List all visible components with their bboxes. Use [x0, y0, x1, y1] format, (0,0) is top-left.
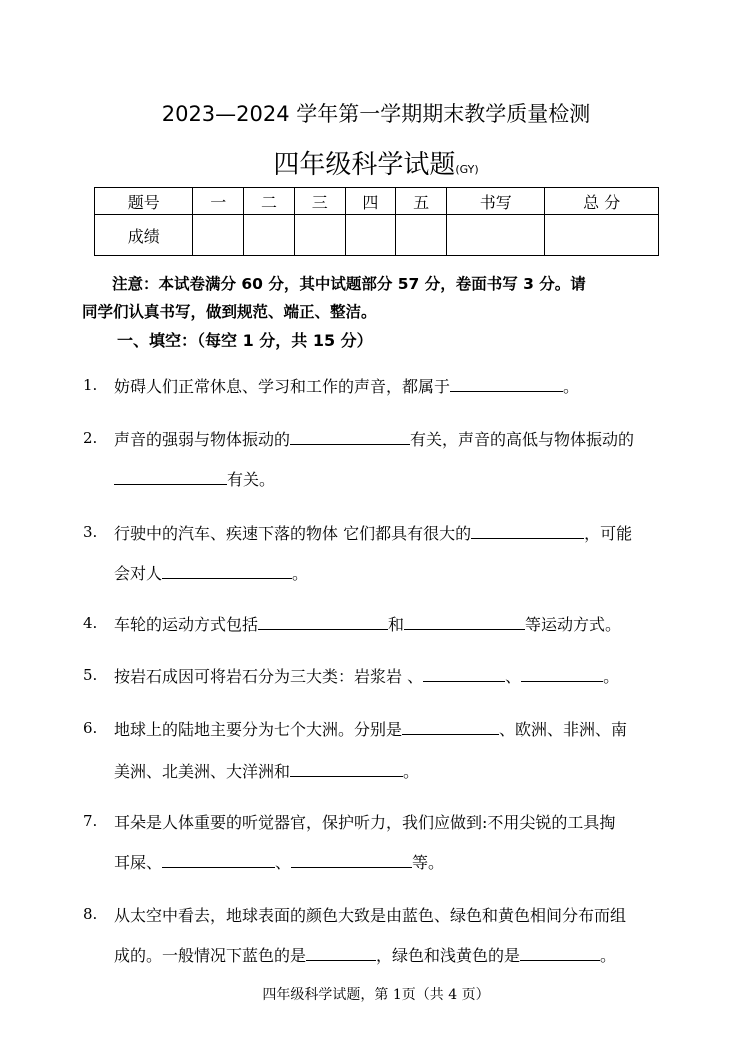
q6-text-mid: 、欧洲、非洲、南 [499, 720, 628, 739]
q5-text-mid: 、 [505, 667, 522, 686]
q6-text-2: 美洲、北美洲、大洋洲和 [114, 762, 291, 781]
q3-text: 行驶中的汽车、疾速下落的物体 它们都具有很大的 [114, 524, 472, 543]
q4-text: 车轮的运动方式包括 [114, 615, 259, 634]
question-number: 6. [83, 719, 98, 737]
score-table [94, 187, 659, 256]
q7-text-mid: 、 [275, 853, 292, 872]
subject-code: (GY) [455, 163, 479, 176]
question-number: 7. [83, 812, 98, 830]
score-cell [345, 215, 396, 256]
question-number: 4. [83, 614, 98, 632]
score-table-header-row [95, 188, 659, 215]
q5-text-end: 。 [603, 667, 620, 686]
question-6-line-2 [114, 759, 419, 782]
q7-blank-2[interactable] [291, 852, 412, 868]
score-cell [396, 215, 447, 256]
score-cell [545, 215, 659, 256]
question-7-line-2 [114, 850, 444, 873]
score-row-label: 成绩 [95, 215, 193, 256]
q4-blank-1[interactable] [258, 614, 388, 630]
q3-blank-2[interactable] [162, 563, 292, 579]
q2-text: 声音的强弱与物体振动的 [114, 430, 291, 449]
score-header-cell: 五 [396, 188, 447, 215]
question-5 [114, 664, 619, 687]
page-footer: 四年级科学试题，第 1页（共 4 页） [262, 987, 490, 1003]
q1-blank-1[interactable] [450, 376, 563, 392]
subject-title [0, 144, 752, 181]
q8-blank-1[interactable] [306, 945, 376, 961]
question-2-line-2 [114, 467, 275, 490]
question-6-line-1 [114, 717, 627, 740]
notice-line-1: 注意：本试卷满分 60 分，其中试题部分 57 分，卷面书写 3 分。请 [112, 275, 586, 293]
question-number: 3. [83, 523, 98, 541]
q8-text-mid: ，绿色和浅黄色的是 [376, 946, 521, 965]
q4-text-end: 等运动方式。 [525, 615, 622, 634]
question-8-line-1 [114, 903, 626, 926]
q2-text-mid: 有关，声音的高低与物体振动的 [410, 430, 635, 449]
q4-blank-2[interactable] [404, 614, 525, 630]
score-cell [447, 215, 545, 256]
question-3-line-2 [114, 561, 308, 584]
q6-text: 地球上的陆地主要分为七个大洲。分别是 [114, 720, 403, 739]
question-7-line-1 [114, 810, 615, 833]
question-1 [114, 374, 579, 397]
question-number: 8. [83, 905, 98, 923]
q7-text: 耳朵是人体重要的听觉器官，保护听力，我们应做到:不用尖锐的工具掏 [114, 813, 616, 832]
q4-text-mid: 和 [388, 615, 405, 634]
q8-text: 从太空中看去，地球表面的颜色大致是由蓝色、绿色和黄色相间分布而组 [114, 906, 627, 925]
subject-title-text: 四年级科学试题 [273, 150, 456, 180]
q2-blank-1[interactable] [290, 429, 410, 445]
question-8-line-2 [114, 943, 616, 966]
section-heading: 一、填空：（每空 1 分，共 15 分） [117, 331, 373, 350]
q5-text: 按岩石成因可将岩石分为三大类：岩浆岩 、 [114, 667, 424, 686]
question-4 [114, 612, 621, 635]
question-number: 5. [83, 666, 98, 684]
score-header-cell: 总 分 [545, 188, 659, 215]
notice-line-2: 同学们认真书写，做到规范、端正、整洁。 [82, 303, 377, 321]
exam-title: 2023—2024 学年第一学期期末教学质量检测 [161, 102, 591, 126]
q2-blank-2[interactable] [114, 469, 227, 485]
q7-text-end: 等。 [412, 853, 445, 872]
score-header-cell: 二 [244, 188, 295, 215]
score-header-cell: 一 [193, 188, 244, 215]
q3-text-mid: ，可能 [584, 524, 633, 543]
score-header-cell: 题号 [95, 188, 193, 215]
score-cell [244, 215, 295, 256]
q1-text-end: 。 [563, 377, 580, 396]
q6-text-end: 。 [403, 762, 420, 781]
q7-blank-1[interactable] [162, 852, 275, 868]
score-header-cell: 三 [294, 188, 345, 215]
q2-text-end: 有关。 [227, 470, 276, 489]
q7-text-2: 耳屎、 [114, 853, 163, 872]
q6-blank-2[interactable] [290, 761, 403, 777]
q5-blank-1[interactable] [423, 666, 505, 682]
question-number: 1. [83, 376, 98, 394]
question-3-line-1 [114, 521, 632, 544]
q5-blank-2[interactable] [521, 666, 603, 682]
q6-blank-1[interactable] [402, 719, 499, 735]
q1-text: 妨碍人们正常休息、学习和工作的声音，都属于 [114, 377, 451, 396]
q3-text-2: 会对人 [114, 564, 163, 583]
q8-blank-2[interactable] [520, 945, 600, 961]
score-header-cell: 书写 [447, 188, 545, 215]
score-cell [294, 215, 345, 256]
q8-text-2: 成的。一般情况下蓝色的是 [114, 946, 307, 965]
notice [82, 270, 672, 326]
q3-text-end: 。 [292, 564, 309, 583]
score-table-score-row [95, 215, 659, 256]
q8-text-end: 。 [600, 946, 617, 965]
question-number: 2. [83, 429, 98, 447]
score-header-cell: 四 [345, 188, 396, 215]
question-2-line-1 [114, 427, 634, 450]
score-cell [193, 215, 244, 256]
q3-blank-1[interactable] [471, 523, 584, 539]
